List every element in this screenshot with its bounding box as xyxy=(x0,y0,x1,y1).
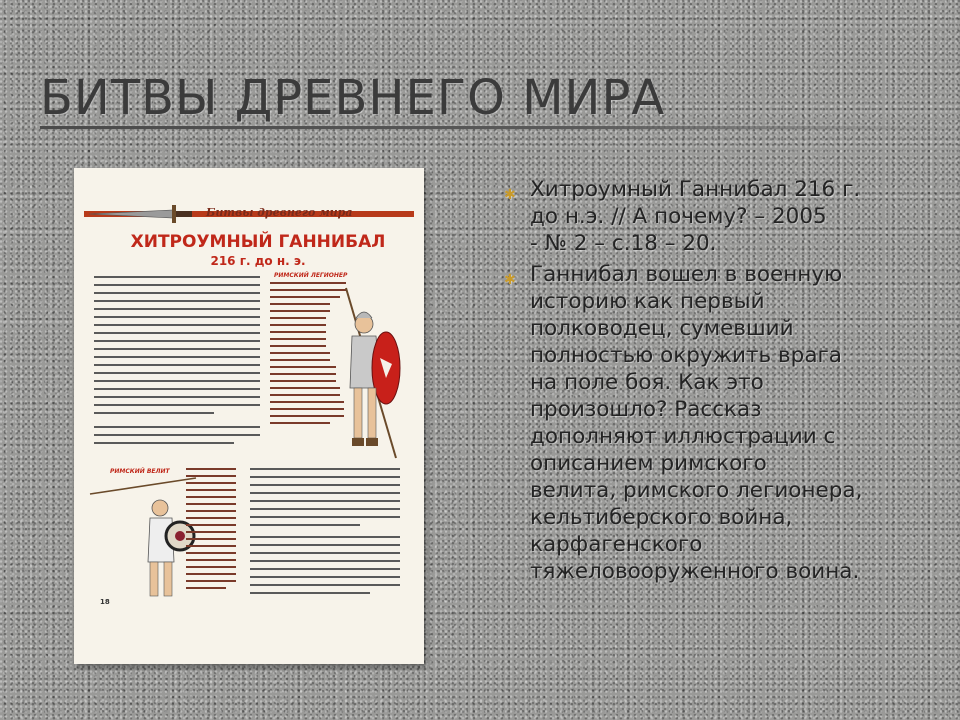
label-roman-legioner: РИМСКИЙ ЛЕГИОНЕР xyxy=(274,272,348,279)
magazine-text-column xyxy=(250,468,410,598)
bullet-item xyxy=(500,176,940,257)
bullet-icon: ✱ xyxy=(504,272,516,288)
magazine-subhead: 216 г. до н. э. xyxy=(210,254,306,268)
bullet-text: Хитроумный Ганнибал 216 г. до н.э. // А почему? – 2005 - № 2 – с.18 – 20. xyxy=(530,177,861,256)
roman-legioner-illustration xyxy=(336,278,416,468)
bullet-list xyxy=(500,176,940,589)
title-underline xyxy=(40,126,940,129)
magazine-headline: ХИТРОУМНЫЙ ГАННИБАЛ xyxy=(130,232,386,252)
bullet-icon: ✱ xyxy=(504,187,516,203)
magazine-header: Битвы древнего мира xyxy=(206,206,353,219)
page-number: 18 xyxy=(100,598,110,606)
label-roman-velit: РИМСКИЙ ВЕЛИТ xyxy=(110,468,170,475)
magazine-text-column xyxy=(94,276,264,466)
magazine-caption-text xyxy=(186,468,246,598)
roman-velit-illustration xyxy=(88,474,198,604)
bullet-item xyxy=(500,261,940,585)
slide-title: БИТВЫ ДРЕВНЕГО МИРА xyxy=(40,70,666,126)
bullet-text: Ганнибал вошел в военную историю как первый полководец, сумевший полностью окружить врага на поле боя. Как это произошло? Рассказ дополняют иллюстрации с описанием римского велита, римского легионера, кельтиберского война, карфагенского тяжеловооруженного воина. xyxy=(530,262,863,584)
magazine-page-image xyxy=(74,168,424,664)
